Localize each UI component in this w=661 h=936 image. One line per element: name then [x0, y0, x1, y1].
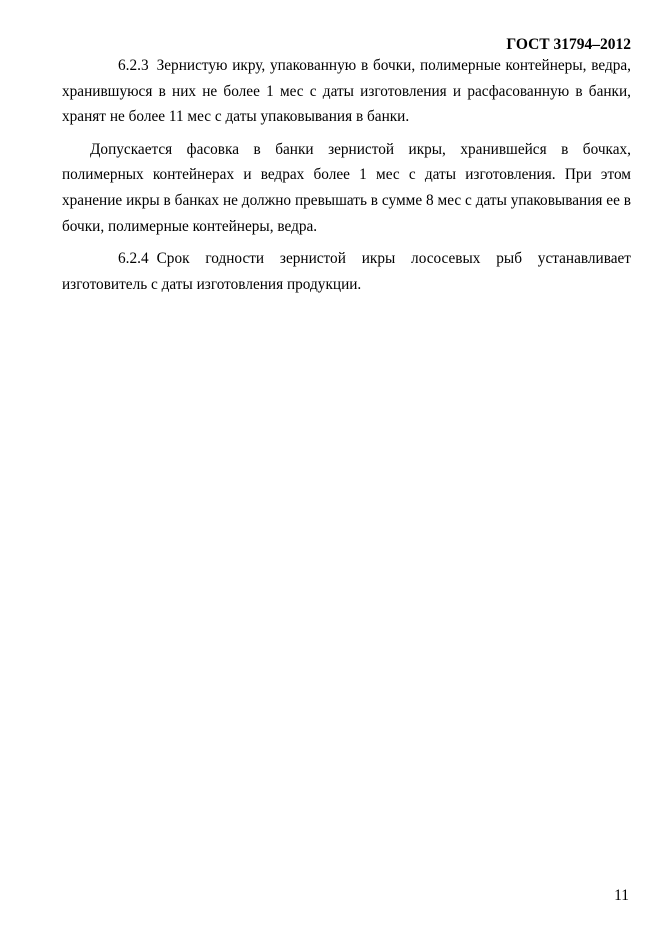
- paragraph-6-2-3: [62, 53, 631, 130]
- paragraph-text: Допускается фасовка в банки зернистой икры, хранившейся в бочках, полимерных контейнерах и ведрах более 1 мес с даты изготовления. При этом хранение икры в банках не должно превышать в сумме 8 мес с даты упаковывания ее в бочки, полимерные контейнеры, ведра.: [62, 140, 631, 235]
- paragraph-text: Срок годности зернистой икры лососевых рыб устанавливает изготовитель с даты изготовления продукции.: [62, 250, 631, 293]
- clause-number: 6.2.3: [118, 57, 149, 74]
- page-number: 11: [614, 887, 629, 904]
- paragraph-text: Зернистую икру, упакованную в бочки, полимерные контейнеры, ведра, хранившуюся в них не более 1 мес с даты изготовления и расфасованную в банки, хранят не более 11 мес с даты упаковывания в банки.: [62, 57, 631, 126]
- document-body: [62, 53, 631, 304]
- clause-number: 6.2.4: [118, 250, 149, 268]
- paragraph-permission: [62, 137, 631, 239]
- document-header: ГОСТ 31794–2012: [506, 36, 631, 53]
- paragraph-6-2-4: [62, 246, 631, 297]
